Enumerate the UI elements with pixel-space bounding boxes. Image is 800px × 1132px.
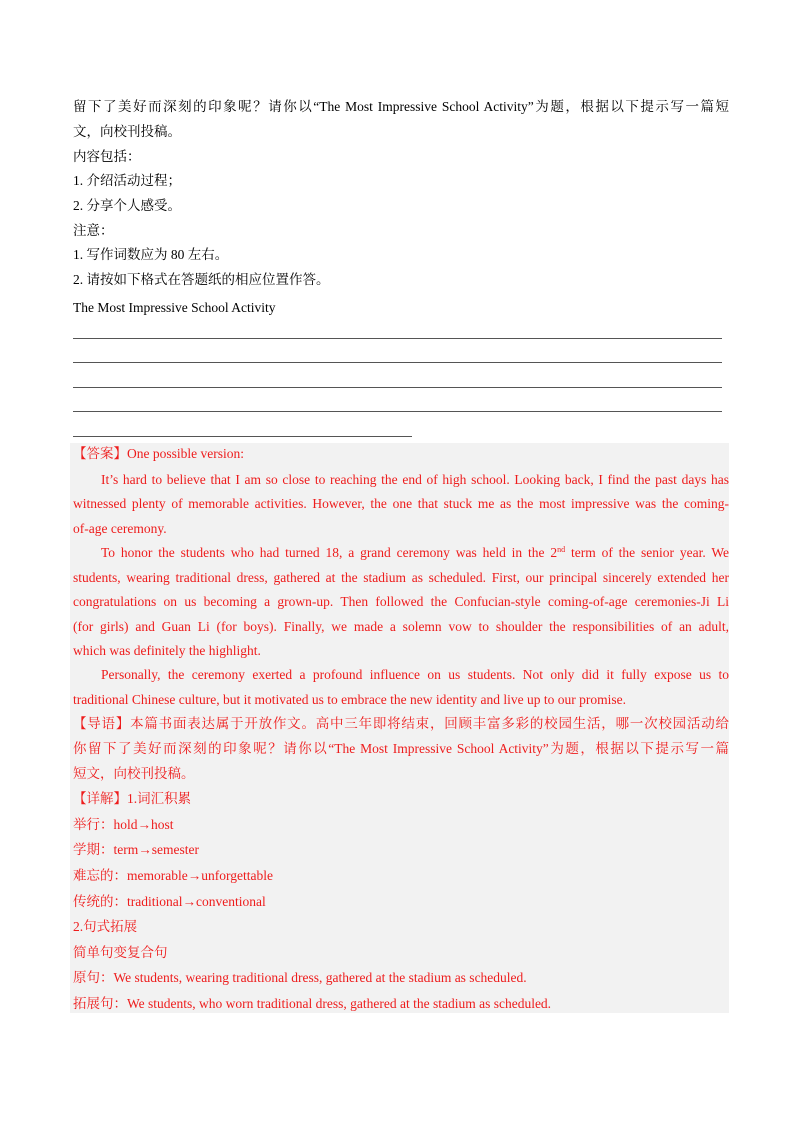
answer-line: which was definitely the highlight. xyxy=(73,643,261,658)
detail-tag: 【详解】 xyxy=(73,791,127,806)
answer-line: of-age ceremony. xyxy=(73,521,167,536)
answer-heading xyxy=(73,445,729,462)
vocab-item: 传统的：traditional→conventional xyxy=(73,894,266,909)
guide-line: 短文，向校刊投稿。 xyxy=(73,766,195,781)
guide-tag: 【导语】 xyxy=(73,716,131,731)
answer-tag-text: One possible version: xyxy=(127,446,244,461)
answer-line: congratulations on us becoming a grown-up. Then followed the Confucian-style coming-of-age ceremonies-Ji Li xyxy=(73,594,729,609)
question-intro-line-2: 文，向校刊投稿。 xyxy=(73,124,181,139)
answer-text: term of the senior year. We xyxy=(565,545,729,560)
answer-line: It’s hard to believe that I am so close to reaching the end of high school. Looking back, I find the past days has xyxy=(101,472,729,487)
answer-line: traditional Chinese culture, but it motivated us to embrace the new identity and live up to our promise. xyxy=(73,692,626,707)
answer-text: To honor the students who had turned 18, a grand ceremony was held in the 2 xyxy=(101,545,558,560)
expanded-sentence: 拓展句：We students, who worn traditional dress, gathered at the stadium as scheduled. xyxy=(73,996,552,1011)
content-item: 1. 介绍活动过程； xyxy=(73,173,181,188)
answer-line: Personally, the ceremony exerted a profound influence on us students. Not only did it fully expose us to xyxy=(101,667,729,682)
vocab-item: 举行：hold→host xyxy=(73,817,174,832)
answer-line: (for girls) and Guan Li (for boys). Finally, we made a solemn vow to shoulder the responsibilities of an adult, xyxy=(73,619,729,634)
writing-line xyxy=(73,338,722,339)
writing-line xyxy=(73,411,722,412)
vocab-heading: 1.词汇积累 xyxy=(127,791,192,806)
notes-heading: 注意： xyxy=(73,223,114,238)
original-sentence: 原句：We students, wearing traditional dress, gathered at the stadium as scheduled. xyxy=(73,970,527,985)
guide-line xyxy=(73,715,729,732)
answer-tag: 【答案】 xyxy=(73,446,127,461)
writing-line xyxy=(73,436,412,437)
writing-line xyxy=(73,387,722,388)
answer-line: witnessed plenty of memorable activities. However, the one that stuck me as the most impressive was the coming- xyxy=(73,496,729,511)
question-intro-line-1: 留下了美好而深刻的印象呢？请你以“The Most Impressive School Activity”为题，根据以下提示写一篇短 xyxy=(73,99,729,114)
vocab-item: 难忘的：memorable→unforgettable xyxy=(73,868,273,883)
note-item: 1. 写作词数应为 80 左右。 xyxy=(73,247,229,262)
content-item: 2. 分享个人感受。 xyxy=(73,198,181,213)
answer-line: students, wearing traditional dress, gathered at the stadium as scheduled. First, our principal sincerely extended her xyxy=(73,570,729,585)
answer-sup: nd xyxy=(557,545,566,554)
content-heading: 内容包括： xyxy=(73,149,141,164)
detail-heading xyxy=(73,790,729,807)
sentence-subheading: 简单句变复合句 xyxy=(73,945,168,960)
essay-title: The Most Impressive School Activity xyxy=(73,300,276,315)
vocab-item: 学期：term→semester xyxy=(73,842,199,857)
note-item: 2. 请按如下格式在答题纸的相应位置作答。 xyxy=(73,272,330,287)
sentence-heading: 2.句式拓展 xyxy=(73,919,138,934)
answer-line xyxy=(73,544,729,561)
guide-text: 本篇书面表达属于开放作文。高中三年即将结束，回顾丰富多彩的校园生活，哪一次校园活动给 xyxy=(130,716,730,731)
guide-line: 你留下了美好而深刻的印象呢？请你以“The Most Impressive School Activity”为题，根据以下提示写一篇 xyxy=(73,741,729,756)
writing-line xyxy=(73,362,722,363)
